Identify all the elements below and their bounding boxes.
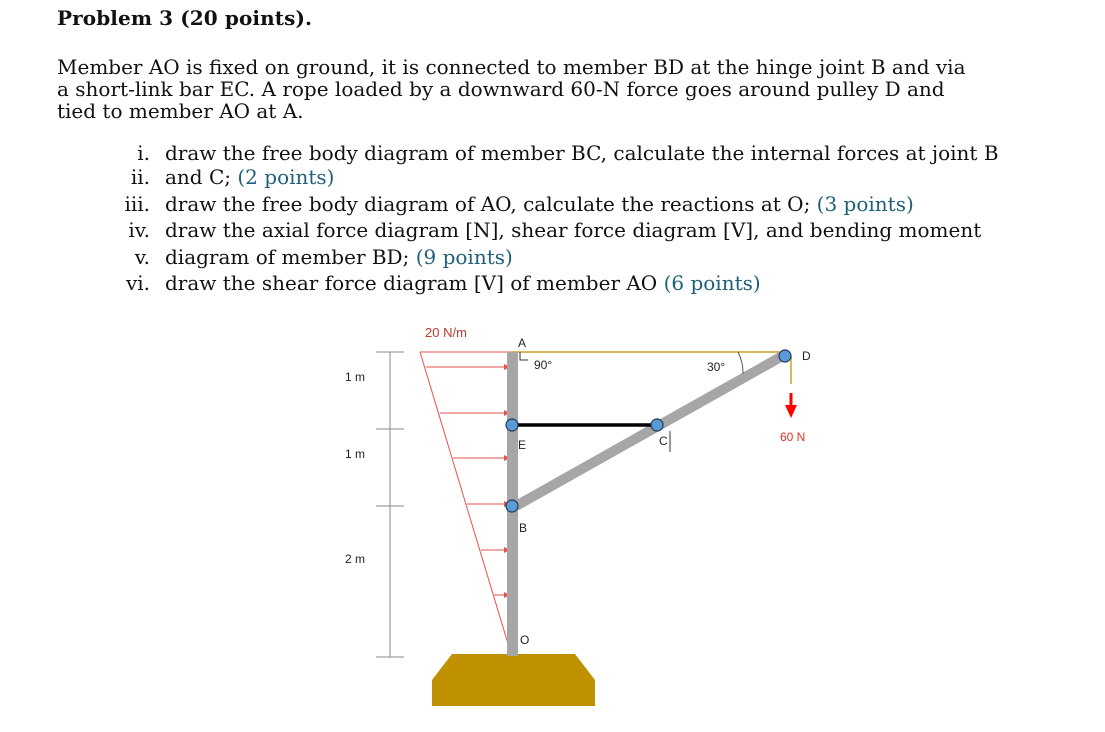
- task-number: vi.: [125, 271, 150, 295]
- task-text: draw the axial force diagram [N], shear force diagram [V], and bending moment: [165, 218, 982, 242]
- point-e-label: E: [518, 438, 527, 452]
- task-text: draw the shear force diagram [V] of member AO (6 points): [165, 271, 761, 295]
- ground-support: [432, 654, 595, 706]
- joint-e: [506, 419, 518, 431]
- joint-c: [651, 419, 663, 431]
- pulley-d: [779, 350, 791, 362]
- intro-line-3: tied to member AO at A.: [57, 99, 304, 123]
- intro-line-1: Member AO is fixed on ground, it is connected to member BD at the hinge joint B and via: [57, 55, 966, 79]
- task-text: and C; (2 points): [165, 165, 335, 189]
- task-number: i.: [137, 141, 150, 165]
- point-c-label: C: [659, 434, 668, 448]
- dim-label-1: 1 m: [345, 370, 366, 384]
- angle-d-label: 30°: [707, 360, 726, 374]
- task-text: diagram of member BD; (9 points): [165, 245, 513, 269]
- dim-label-2: 1 m: [345, 447, 366, 461]
- task-number: iii.: [124, 192, 150, 216]
- points-label: (3 points): [816, 192, 914, 216]
- task-number: v.: [134, 245, 150, 269]
- task-text: draw the free body diagram of AO, calculate the reactions at O; (3 points): [165, 192, 914, 216]
- point-b-label: B: [519, 521, 528, 535]
- point-o-label: O: [520, 633, 530, 647]
- point-d-label: D: [802, 349, 811, 363]
- task-text: draw the free body diagram of member BC, calculate the internal forces at joint B: [165, 141, 999, 165]
- task-number: ii.: [130, 165, 150, 189]
- dimension-lines: [376, 352, 404, 657]
- problem-title: Problem 3 (20 points).: [57, 6, 313, 30]
- points-label: (6 points): [663, 271, 761, 295]
- joint-b: [506, 500, 518, 512]
- intro-line-2: a short-link bar EC. A rope loaded by a downward 60-N force goes around pulley D and: [57, 77, 945, 101]
- distributed-load: [420, 352, 512, 657]
- points-label: (2 points): [237, 165, 335, 189]
- right-angle-mark: [520, 352, 528, 360]
- dim-label-3: 2 m: [345, 552, 366, 566]
- load-label: 20 N/m: [425, 325, 467, 340]
- point-a-label: A: [518, 336, 527, 350]
- member-bd: [516, 354, 786, 506]
- task-number: iv.: [128, 218, 150, 242]
- angle-arc: [738, 352, 743, 374]
- points-label: (9 points): [415, 245, 513, 269]
- force-arrow: [785, 393, 797, 418]
- angle-a-label: 90°: [534, 358, 553, 372]
- force-label: 60 N: [780, 430, 806, 444]
